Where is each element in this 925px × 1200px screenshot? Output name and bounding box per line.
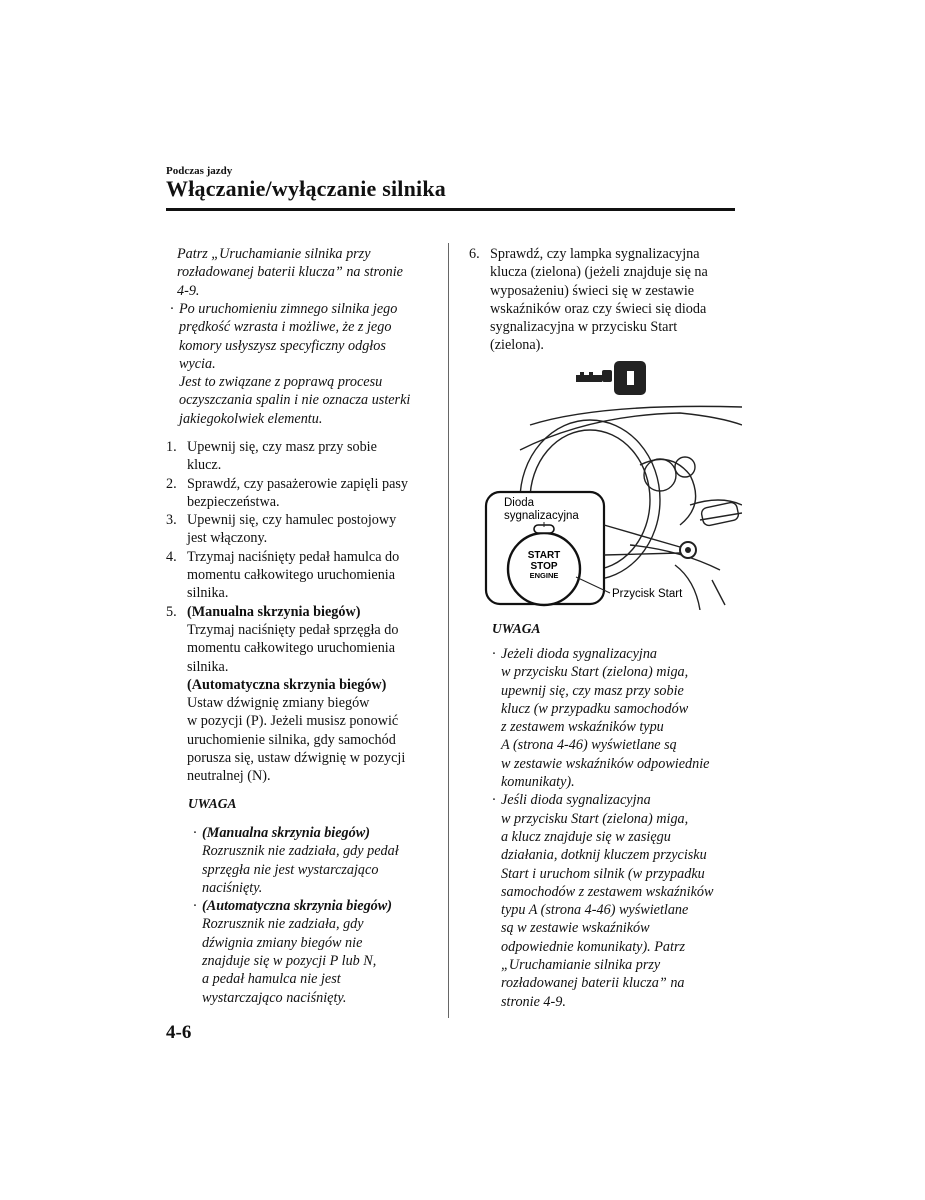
text-line: Start i uruchom silnik (w przypadku [501,865,705,882]
note-bullet [193,824,433,897]
text-line: klucz (w przypadku samochodów [501,700,689,717]
text-line: dźwignia zmiany biegów nie [202,934,363,951]
text-line: Jeżeli dioda sygnalizacyjna [501,646,658,662]
step-item [469,245,735,355]
text-line: stronie 4-9. [501,993,566,1010]
text-line: w pozycji (P). Jeżeli musisz ponowić [187,713,399,730]
note-list [193,824,433,1007]
text-line: z zestawem wskaźników typu [501,719,664,736]
label-dioda: Dioda [504,497,535,509]
text-line: sygnalizacyjna w przycisku Start [490,319,678,336]
text-line: silnika. [187,585,229,602]
text-line: klucza (zielona) (jeżeli znajduje się na [490,264,708,281]
text-line: bezpieczeństwa. [187,493,280,510]
text-line: neutralnej (N). [187,768,271,785]
step-item [166,511,436,548]
text-line: Sprawdź, czy pasażerowie zapięli pasy [187,475,408,492]
text-line: odpowiednie komunikaty). Patrz [501,938,686,955]
text-line: wskaźników oraz czy świeci się dioda [490,300,707,317]
text-line: w przycisku Start (zielona) miga, [501,810,689,827]
step-subheading: (Manualna skrzynia biegów) [187,603,361,620]
key-indicator-icon [576,361,646,395]
bullet-dot: · [492,792,496,809]
text-line: znajduje się w pozycji P lub N, [202,953,377,970]
note-heading: UWAGA [188,796,237,811]
note-bullet [492,645,737,791]
bullet-dot: · [193,898,197,915]
text-line: uruchomienie silnika, gdy samochód [187,731,396,748]
note-bullet [193,897,433,1007]
step-number: 5. [166,603,177,620]
step-6 [469,245,735,355]
steps-list [166,438,436,786]
cold-engine-bullet [170,300,449,428]
text-line: działania, dotknij kluczem przycisku [501,847,707,864]
step-subheading: (Automatyczna skrzynia biegów) [187,676,387,693]
intro-paragraph [177,245,439,300]
step-number: 2. [166,475,177,492]
text-line: (zielona). [490,337,544,354]
note-list-right [492,645,737,1011]
text-line: momentu całkowitego uruchomienia [187,640,396,657]
bullet-dot: · [492,646,496,662]
text-line: prędkość wzrasta i możliwe, że z jego [179,319,392,336]
text-line: oczyszczania spalin i nie oznacza usterki [179,392,411,409]
text-line: sprzęgła nie jest wystarczająco [202,861,379,878]
text-line: Sprawdź, czy lampka sygnalizacyjna [490,246,700,262]
text-line: klucz. [187,457,222,474]
step-number: 3. [166,512,177,529]
text-line: komory usłyszysz specyficzny odgłos [179,337,386,354]
text-line: komunikaty). [501,774,575,791]
text-line: Jest to związane z poprawą procesu [179,374,383,391]
text-line: Trzymaj naciśnięty pedał hamulca do [187,548,400,565]
step-item [166,603,436,786]
label-przycisk-start: Przycisk Start [612,588,683,600]
text-line: a pedał hamulca nie jest [202,971,341,988]
text-line: Trzymaj naciśnięty pedał sprzęgła do [187,621,399,638]
text-line: jest włączony. [187,530,268,547]
text-line: rozładowanej baterii klucza” na stronie [177,264,403,281]
text-line: „Uruchamianie silnika przy [501,957,661,974]
text-line: naciśnięty. [202,879,263,896]
text-line: wystarczająco naciśnięty. [202,989,347,1006]
text-line: momentu całkowitego uruchomienia [187,567,396,584]
text-line: rozładowanej baterii klucza” na [501,975,685,992]
text-line: samochodów z zestawem wskaźników [501,883,714,900]
text-line: typu A (strona 4-46) wyświetlane [501,902,689,919]
text-line: Ustaw dźwignię zmiany biegów [187,695,370,712]
note-heading-right: UWAGA [492,621,541,636]
text-line: Upewnij się, czy masz przy sobie [187,439,377,455]
text-line: Patrz „Uruchamianie silnika przy [177,246,371,262]
text-line: a klucz znajduje się w zasięgu [501,828,671,845]
text-line: są w zestawie wskaźników [501,920,650,937]
text-line: wyposażeniu) świeci się w zestawie [490,282,695,299]
text-line: porusza się, ustaw dźwignię w pozycji [187,750,406,767]
text-line: silnika. [187,658,229,675]
button-label-stop: STOP [530,561,558,572]
page-title: Włączanie/wyłączanie silnika [166,176,446,201]
text-line: w przycisku Start (zielona) miga, [501,664,689,681]
note-subheading: (Automatyczna skrzynia biegów) [202,898,392,915]
text-line: upewnij się, czy masz przy sobie [501,682,684,699]
page-number: 4-6 [166,1022,192,1043]
note-bullet [492,791,737,1011]
title-rule [166,208,735,211]
button-label-engine: ENGINE [529,571,559,580]
text-line: Rozrusznik nie zadziała, gdy [202,916,364,933]
step-number: 6. [469,246,480,262]
text-line: Po uruchomieniu zimnego silnika jego [179,301,398,317]
step-item [166,548,436,603]
text-line: Upewnij się, czy hamulec postojowy [187,512,397,529]
text-line: Rozrusznik nie zadziała, gdy pedał [202,843,399,860]
text-line: wycia. [179,355,216,372]
section-label: Podczas jazdy [166,165,233,177]
step-item [166,475,436,512]
text-line: A (strona 4-46) wyświetlane są [501,737,677,754]
label-sygnalizacyjna: sygnalizacyjna [504,510,579,522]
text-line: w zestawie wskaźników odpowiednie [501,755,710,772]
step-number: 1. [166,439,177,455]
step-item [166,438,436,475]
button-label-start: START [527,550,561,561]
text-line: Jeśli dioda sygnalizacyjna [501,792,651,809]
step-number: 4. [166,548,177,565]
text-line: jakiegokolwiek elementu. [179,410,323,427]
start-button-illustration [480,355,742,610]
note-subheading: (Manualna skrzynia biegów) [202,825,370,841]
bullet-dot: · [193,825,197,841]
text-line: 4-9. [177,282,200,299]
bullet-dot: · [170,301,174,317]
